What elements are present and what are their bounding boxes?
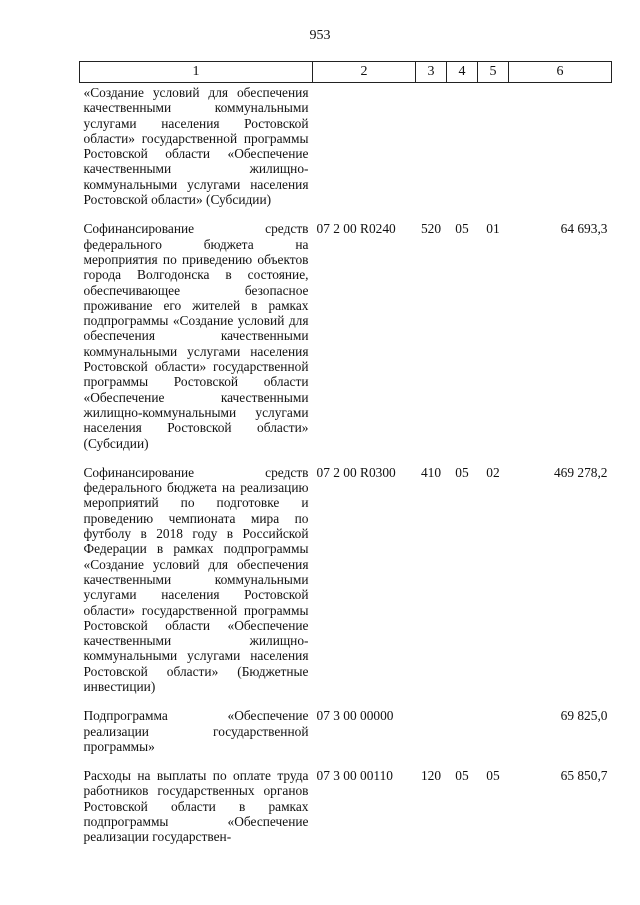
row-col5	[478, 694, 509, 754]
row-amount: 65 850,7	[560, 768, 608, 784]
row-description: Софинансирование средств федерального бюджета на мероприятия по приведению объектов города Волгодонска в состояние, обеспечивающее безопасное проживание его жителей в рамках подпрограммы «Создание условий для обеспечения качественными коммунальными услугами населения Ростовской области» государственной программы Ростовской области «Обеспечение качественными жилищно-коммунальными услугами населения Ростовской области» (Субсидии)	[83, 221, 309, 451]
header-row	[80, 62, 612, 83]
row-amount: 469 278,2	[553, 464, 608, 480]
row-col5: 02	[486, 464, 500, 480]
row-amount: 69 825,0	[560, 708, 608, 724]
table-row	[80, 83, 612, 208]
row-col4	[447, 694, 478, 754]
row-col5	[478, 83, 509, 208]
row-col4: 05	[455, 221, 469, 237]
budget-table	[79, 61, 612, 845]
row-col5: 05	[486, 768, 500, 784]
table-row	[80, 451, 612, 694]
column-header-6: 6	[509, 62, 612, 83]
row-col3: 120	[420, 768, 442, 784]
table-row	[80, 754, 612, 844]
column-header-3: 3	[416, 62, 447, 83]
table-header	[80, 62, 612, 83]
row-code: 07 2 00 R0300	[316, 464, 396, 480]
row-description: Подпрограмма «Обеспечение реализации государственной программы»	[83, 708, 309, 754]
table-row	[80, 694, 612, 754]
row-col3: 520	[420, 221, 442, 237]
row-col3	[416, 83, 447, 208]
row-description: «Создание условий для обеспечения качественными коммунальными услугами населения Ростовской области» государственной программы Ростовской области «Обеспечение качественными жилищно-коммунальными услугами населения Ростовской области» (Субсидии)	[83, 85, 309, 208]
column-header-5: 5	[478, 62, 509, 83]
row-code	[313, 83, 416, 208]
page-number: 953	[309, 28, 331, 43]
column-header-4: 4	[447, 62, 478, 83]
row-amount: 64 693,3	[560, 221, 608, 237]
row-code: 07 3 00 00000	[316, 708, 394, 724]
row-col4: 05	[455, 464, 469, 480]
row-col3: 410	[420, 464, 442, 480]
row-col4	[447, 83, 478, 208]
row-col3	[416, 694, 447, 754]
column-header-1: 1	[80, 62, 313, 83]
row-col4: 05	[455, 768, 469, 784]
table-body	[80, 83, 612, 845]
column-header-2: 2	[313, 62, 416, 83]
row-col5: 01	[486, 221, 500, 237]
row-description: Расходы на выплаты по оплате труда работников государственных органов Ростовской области в рамках подпрограммы «Обеспечение реализации государствен-	[83, 768, 309, 845]
row-amount	[509, 83, 612, 208]
row-description: Софинансирование средств федерального бюджета на реализацию мероприятий по подготовке и проведению чемпионата мира по футболу в 2018 году в Российской Федерации в рамках подпрограммы «Создание условий для обеспечения качественными коммунальными услугами населения Ростовской области» государственной программы Ростовской области «Обеспечение качественными жилищно-коммунальными услугами населения Ростовской области» (Бюджетные инвестиции)	[83, 464, 309, 694]
table-row	[80, 207, 612, 450]
row-code: 07 3 00 00110	[316, 768, 393, 784]
row-code: 07 2 00 R0240	[316, 221, 396, 237]
